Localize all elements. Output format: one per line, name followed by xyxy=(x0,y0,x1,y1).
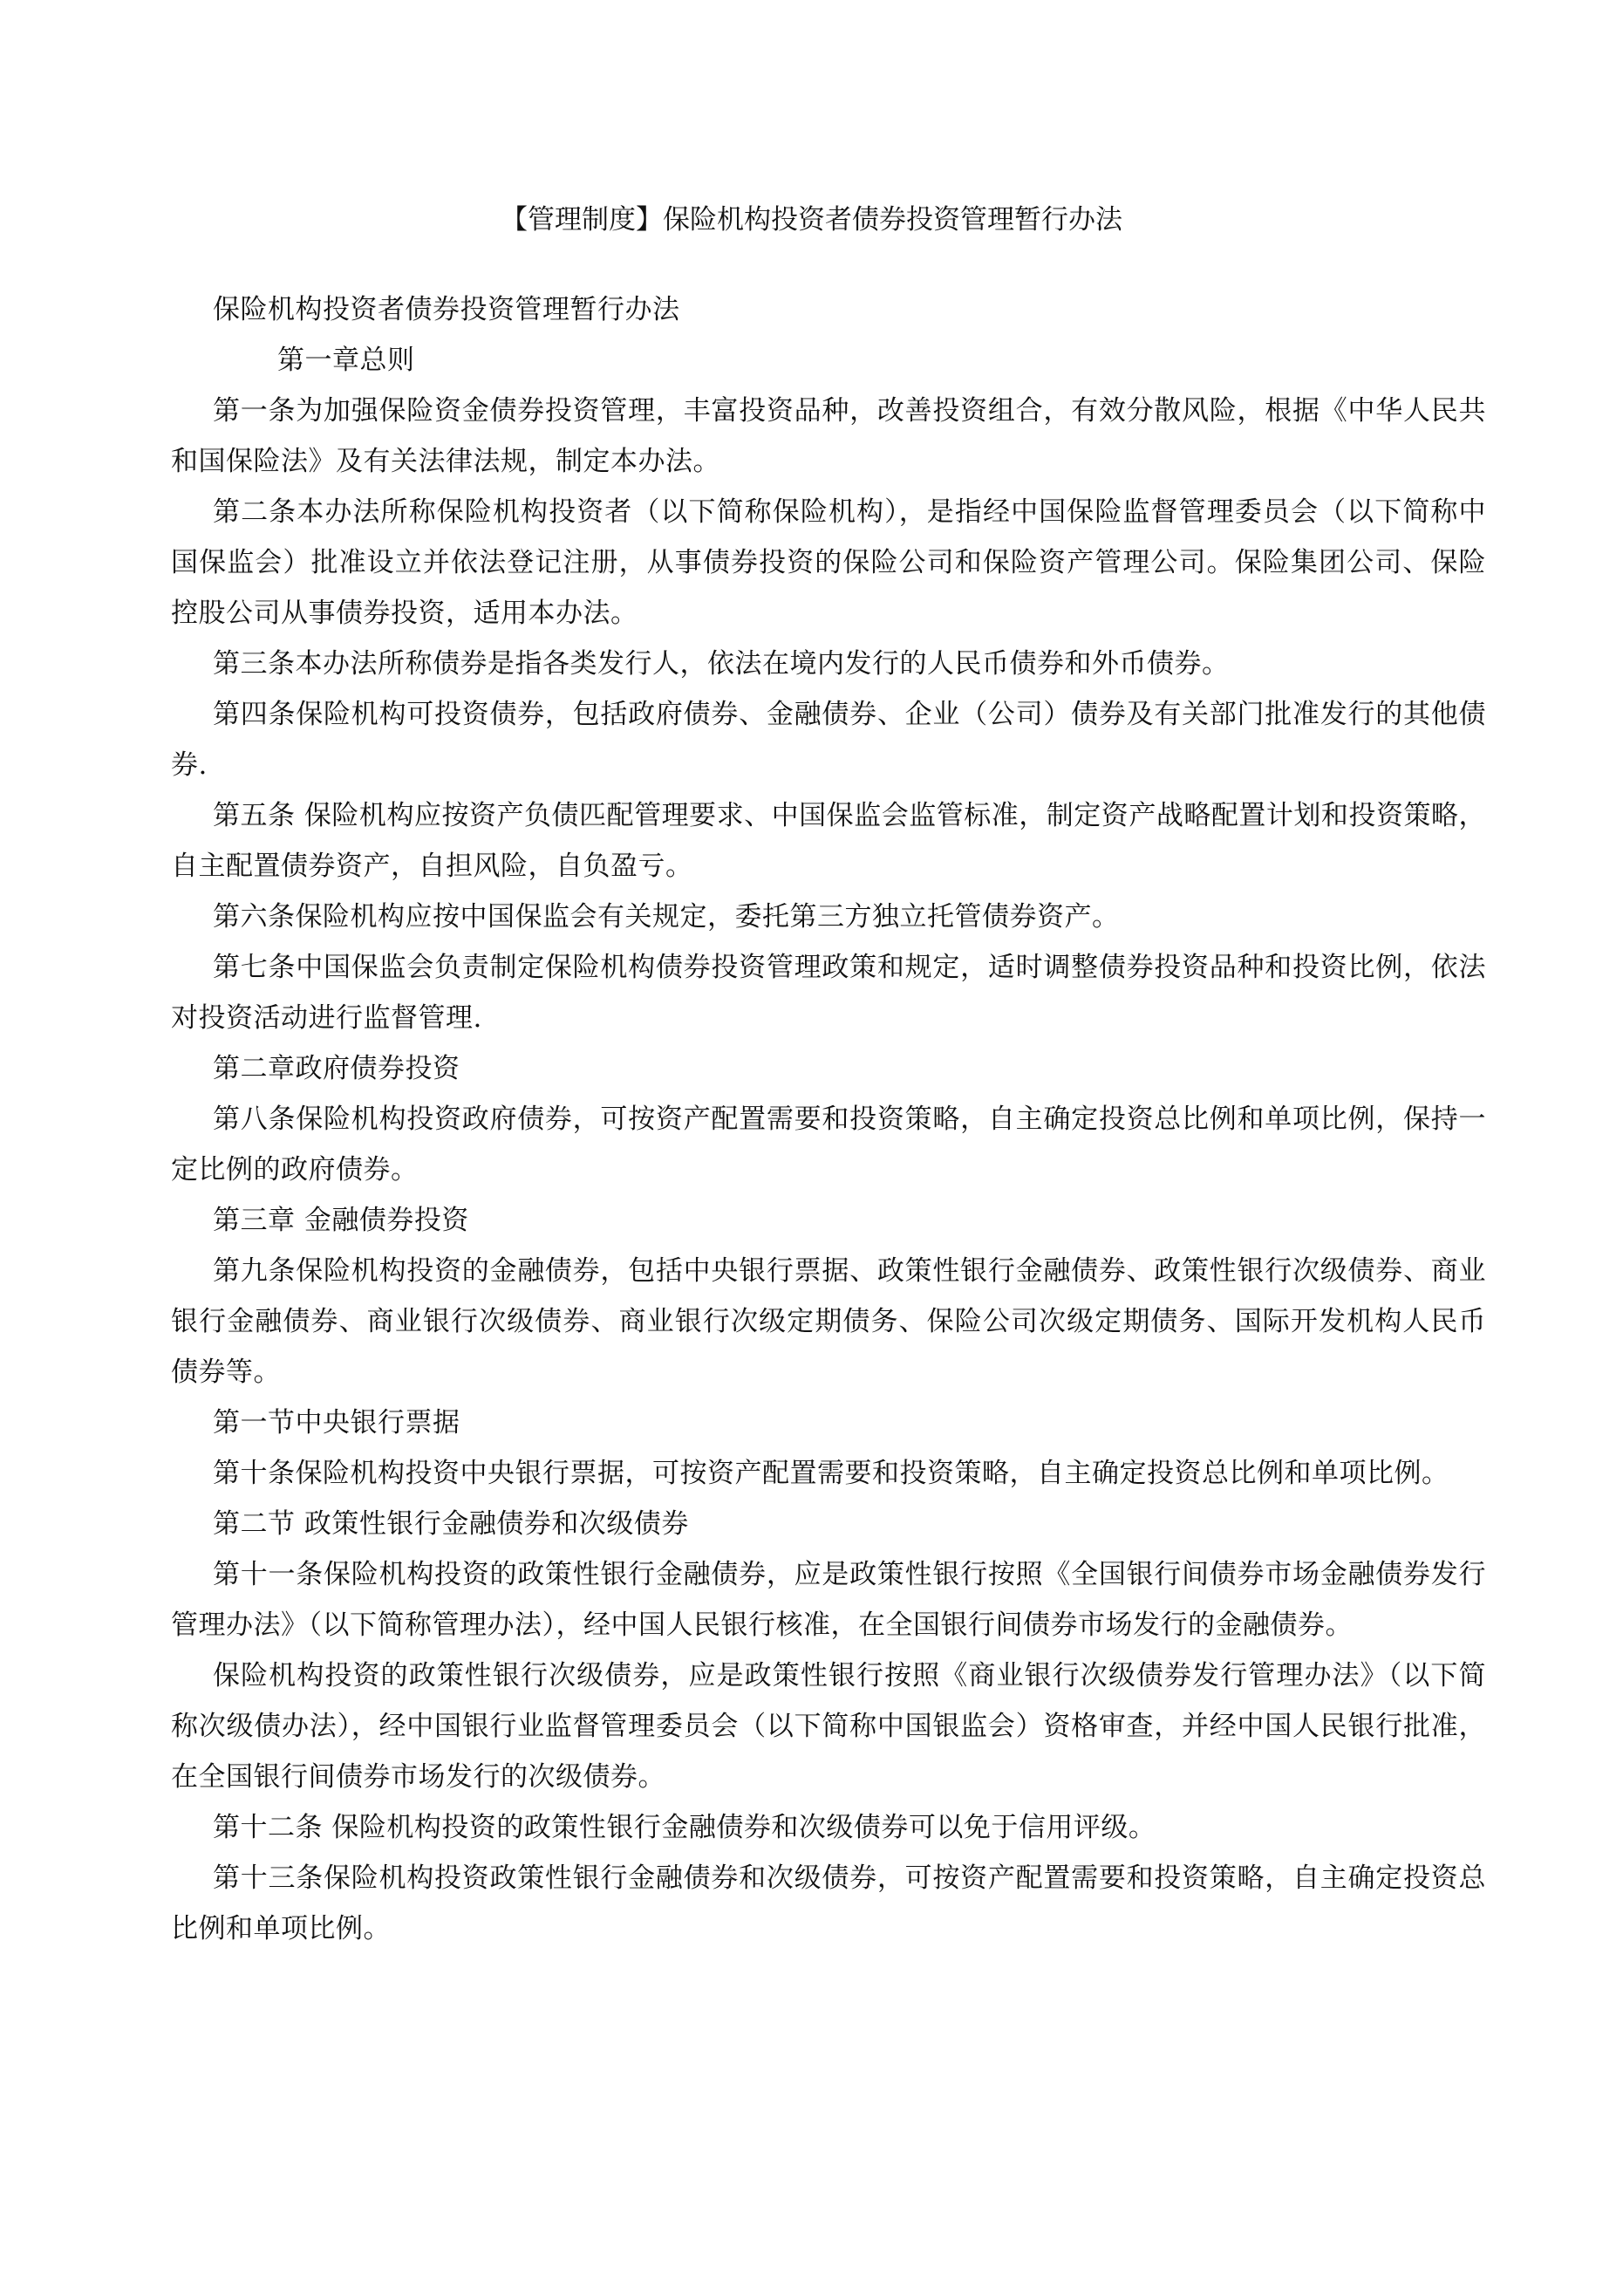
article-paragraph: 第六条保险机构应按中国保监会有关规定，委托第三方独立托管债券资产。 xyxy=(213,901,1120,933)
article-paragraph: 第八条保险机构投资政府债券，可按资产配置需要和投资策略，自主确定投资总比例和单项比例，保持一定比例的政府债券。 xyxy=(171,1104,1486,1186)
article-paragraph: 第三条本办法所称债券是指各类发行人，依法在境内发行的人民币债券和外币债券。 xyxy=(213,648,1230,680)
article-paragraph: 第十二条 保险机构投资的政策性银行金融债券和次级债券可以免于信用评级。 xyxy=(213,1812,1156,1843)
document-subtitle: 保险机构投资者债券投资管理暂行办法 xyxy=(213,294,680,325)
article-paragraph: 第一条为加强保险资金债券投资管理，丰富投资品种，改善投资组合，有效分散风险，根据《中华人民共和国保险法》及有关法律法规，制定本办法。 xyxy=(171,395,1486,477)
chapter-heading: 第一章总则 xyxy=(277,345,415,376)
article-paragraph: 第四条保险机构可投资债券，包括政府债券、金融债券、企业（公司）债券及有关部门批准发行的其他债券. xyxy=(171,699,1486,781)
article-paragraph: 第十三条保险机构投资政策性银行金融债券和次级债券，可按资产配置需要和投资策略，自主确定投资总比例和单项比例。 xyxy=(171,1862,1486,1944)
section-heading: 第二节 政策性银行金融债券和次级债券 xyxy=(213,1508,689,1540)
chapter-heading: 第二章政府债券投资 xyxy=(213,1053,460,1084)
chapter-heading: 第三章 金融债券投资 xyxy=(213,1205,469,1236)
document-title: 【管理制度】保险机构投资者债券投资管理暂行办法 xyxy=(501,204,1122,236)
article-paragraph: 第十条保险机构投资中央银行票据，可按资产配置需要和投资策略，自主确定投资总比例和单项比例。 xyxy=(213,1458,1449,1489)
section-heading: 第一节中央银行票据 xyxy=(213,1407,460,1438)
document-body xyxy=(171,284,1486,1954)
article-paragraph: 第七条中国保监会负责制定保险机构债券投资管理政策和规定，适时调整债券投资品种和投资比例，依法对投资活动进行监督管理. xyxy=(171,952,1486,1034)
article-paragraph: 第五条 保险机构应按资产负债匹配管理要求、中国保监会监管标准，制定资产战略配置计划和投资策略，自主配置债券资产，自担风险，自负盈亏。 xyxy=(171,800,1486,882)
article-paragraph: 保险机构投资的政策性银行次级债券，应是政策性银行按照《商业银行次级债券发行管理办法》（以下简称次级债办法），经中国银行业监督管理委员会（以下简称中国银监会）资格审查，并经中国人民银行批准，在全国银行间债券市场发行的次级债券。 xyxy=(171,1660,1486,1793)
article-paragraph: 第九条保险机构投资的金融债券，包括中央银行票据、政策性银行金融债券、政策性银行次级债券、商业银行金融债券、商业银行次级债券、商业银行次级定期债务、保险公司次级定期债务、国际开发机构人民币债券等。 xyxy=(171,1255,1486,1388)
article-paragraph: 第十一条保险机构投资的政策性银行金融债券，应是政策性银行按照《全国银行间债券市场金融债券发行管理办法》（以下简称管理办法），经中国人民银行核准，在全国银行间债券市场发行的金融债券。 xyxy=(171,1559,1486,1641)
article-paragraph: 第二条本办法所称保险机构投资者（以下简称保险机构），是指经中国保险监督管理委员会（以下简称中国保监会）批准设立并依法登记注册，从事债券投资的保险公司和保险资产管理公司。保险集团公司、保险控股公司从事债券投资，适用本办法。 xyxy=(171,496,1486,629)
